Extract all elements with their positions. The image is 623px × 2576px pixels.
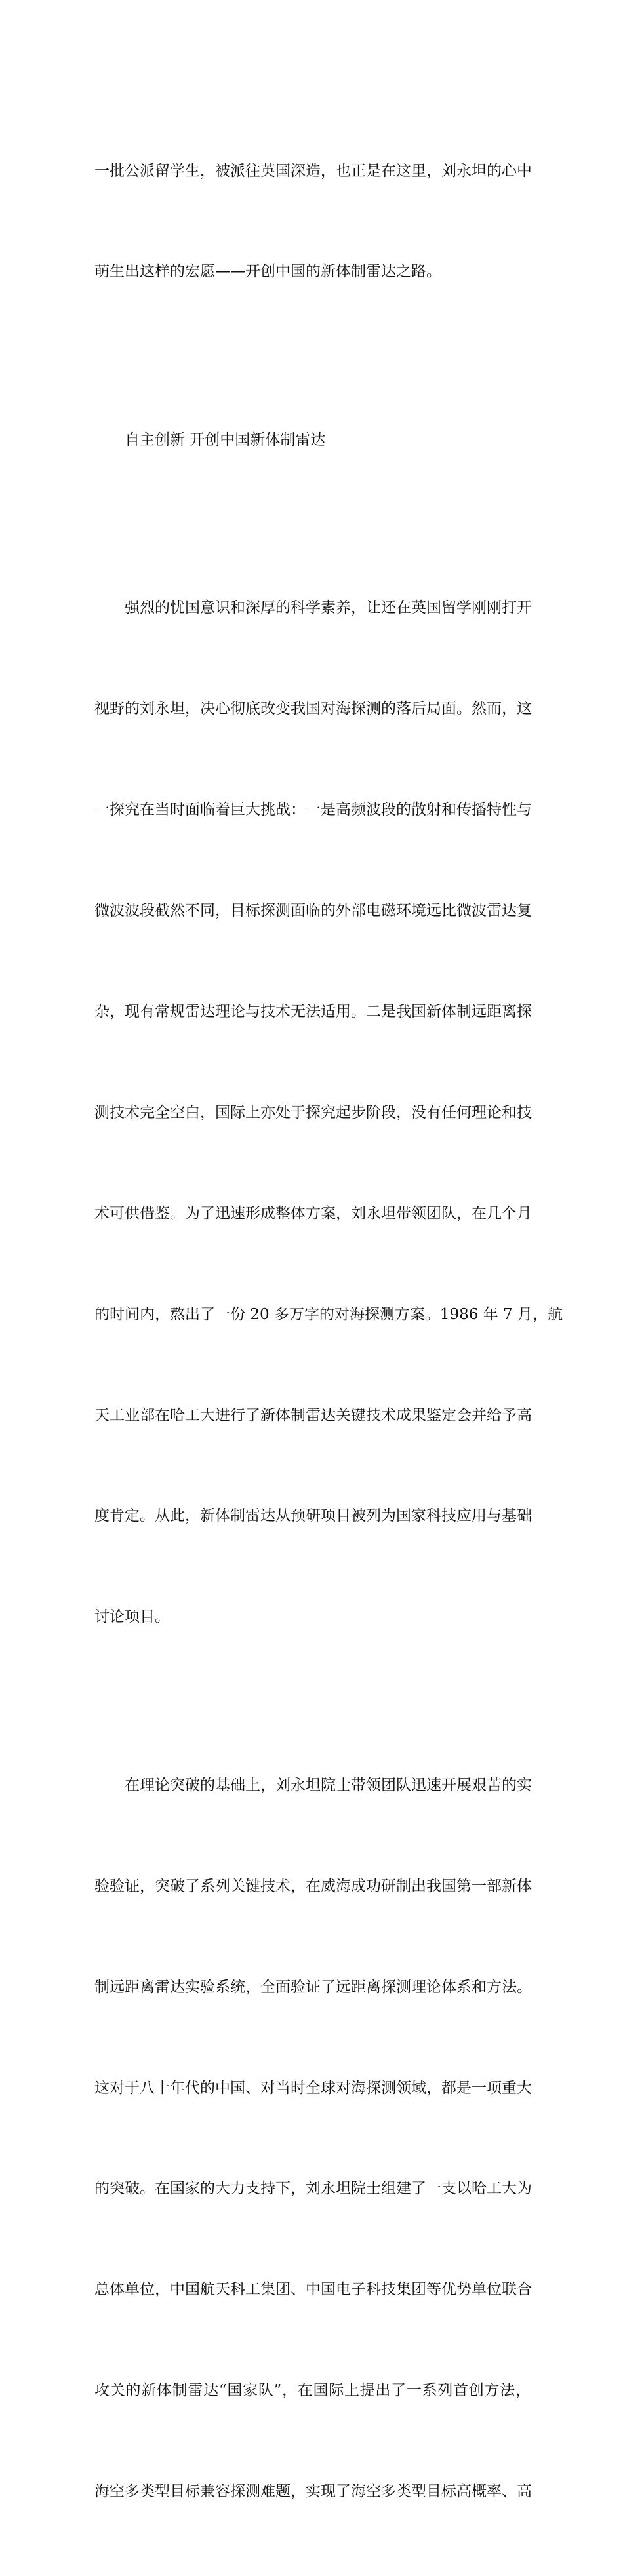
text-line: 攻关的新体制雷达“国家队”，在国际上提出了一系列首创方法， — [94, 2382, 531, 2400]
paragraph-breakthrough — [94, 1701, 531, 2576]
text-line: 的突破。在国家的大力支持下，刘永坦院士组建了一支以哈工大为 — [94, 2180, 532, 2198]
text-line: 视野的刘永坦，决心彻底改变我国对海探测的落后局面。然而，这 — [94, 700, 532, 718]
text-line: 度肯定。从此，新体制雷达从预研项目被列为国家科技应用与基础 — [94, 1507, 532, 1525]
text-line: 微波波段截然不同，目标探测面临的外部电磁环境远比微波雷达复 — [94, 902, 532, 920]
text-line: 这对于八十年代的中国、对当时全球对海探测领域，都是一项重大 — [94, 2079, 532, 2097]
paragraph-challenges — [94, 525, 563, 1701]
section-heading — [94, 356, 531, 524]
text-line: 讨论项目。 — [94, 1608, 170, 1626]
heading-text: 自主创新 开创中国新体制雷达 — [125, 431, 326, 448]
document-body — [94, 87, 563, 2576]
text-line: 的时间内，熬出了一份 20 多万字的对海探测方案。1986 年 7 月，航 — [94, 1305, 563, 1323]
text-line: 天工业部在哈工大进行了新体制雷达关键技术成果鉴定会并给予高 — [94, 1406, 532, 1424]
text-line: 强烈的忧国意识和深厚的科学素养，让还在英国留学刚刚打开 — [125, 599, 532, 617]
text-line: 在理论突破的基础上，刘永坦院士带领团队迅速开展艰苦的实 — [125, 1776, 532, 1794]
text-line: 总体单位，中国航天科工集团、中国电子科技集团等优势单位联合 — [94, 2281, 532, 2299]
text-line: 杂，现有常规雷达理论与技术无法适用。二是我国新体制远距离探 — [94, 1003, 532, 1021]
text-line: 验验证，突破了系列关键技术，在威海成功研制出我国第一部新体 — [94, 1877, 532, 1895]
text-line: 一批公派留学生，被派往英国深造，也正是在这里，刘永坦的心中 — [94, 162, 532, 180]
paragraph-intro — [94, 87, 531, 356]
text-line: 制远距离雷达实验系统，全面验证了远距离探测理论体系和方法。 — [94, 1978, 532, 1996]
text-line: 萌生出这样的宏愿——开创中国的新体制雷达之路。 — [94, 263, 441, 281]
text-line: 海空多类型目标兼容探测难题，实现了海空多类型目标高概率、高 — [94, 2483, 532, 2501]
text-line: 术可供借鉴。为了迅速形成整体方案，刘永坦带领团队，在几个月 — [94, 1204, 532, 1222]
text-line: 测技术完全空白，国际上亦处于探究起步阶段，没有任何理论和技 — [94, 1103, 532, 1121]
text-line: 一探究在当时面临着巨大挑战：一是高频波段的散射和传播特性与 — [94, 801, 532, 819]
